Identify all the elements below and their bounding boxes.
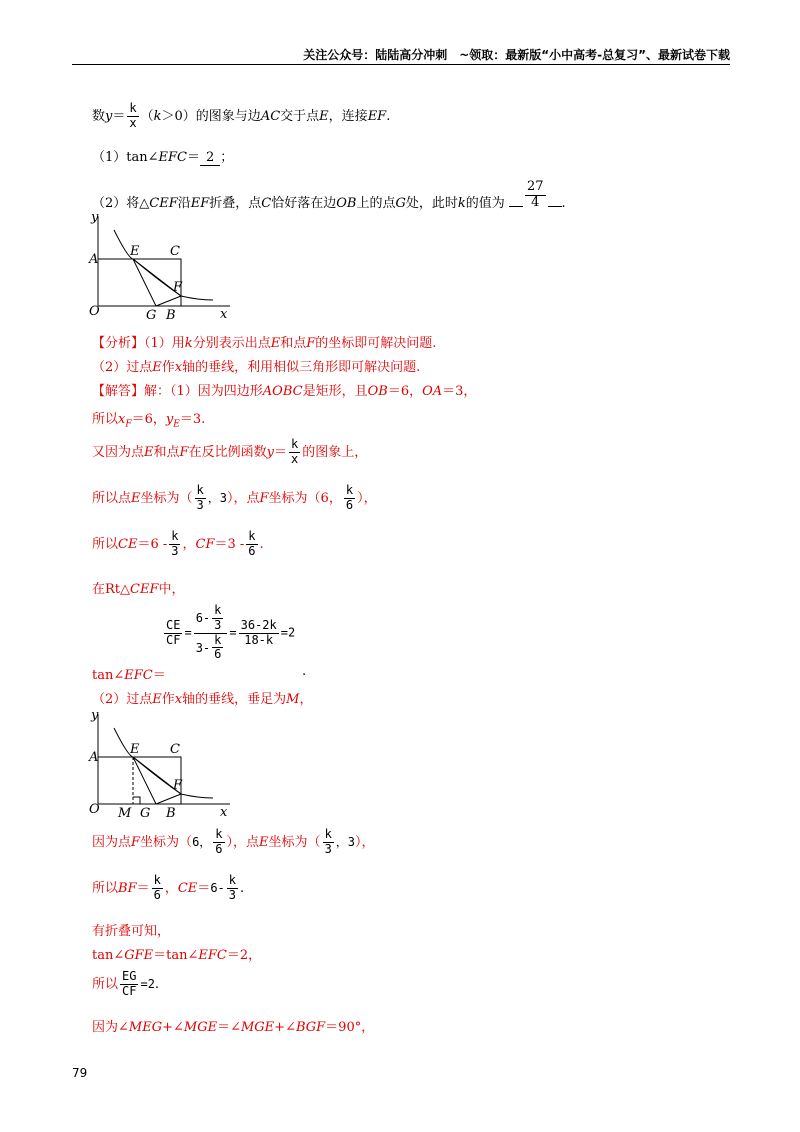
solution-line-7: （2）过点E作x轴的垂线，垂足为M， bbox=[92, 692, 313, 707]
svg-text:y: y bbox=[91, 708, 99, 723]
solution-line-8: 因为点F坐标为（6， $\frac{k}{6}$ ），点E坐标为（ $\frac{k}{3}$ ，3）， bbox=[92, 827, 375, 856]
answer-2: $\frac{27}{4}$ bbox=[526, 179, 544, 211]
svg-text:E: E bbox=[130, 244, 140, 259]
svg-text:O: O bbox=[89, 802, 100, 817]
svg-text:C: C bbox=[170, 244, 180, 259]
svg-text:E: E bbox=[130, 742, 140, 757]
svg-text:B: B bbox=[166, 308, 176, 323]
header-rule bbox=[72, 64, 730, 65]
solution-line-3: 所以点E坐标为（ $\frac{k}{3}$ ，3），点F坐标为（6， $\frac{k}{6}$ ）， bbox=[92, 483, 377, 512]
svg-text:O: O bbox=[89, 304, 100, 319]
page-number: 79 bbox=[72, 1066, 88, 1080]
svg-text:x: x bbox=[220, 307, 228, 322]
line-function-intro: 数y＝ $\frac{k}{x}$ （k＞0）的图象与边AC交于点E，连接EF. bbox=[92, 101, 391, 130]
svg-text:F: F bbox=[173, 778, 183, 793]
right-angle-mark bbox=[133, 797, 140, 804]
question-2: （2）将△CEF沿EF折叠，点C恰好落在边OB上的点G处，此时k的值为 $\frac{27}{4}$ . bbox=[92, 179, 566, 211]
solution-start: 【解答】解：（1）因为四边形AOBC是矩形，且OB＝6，OA＝3， bbox=[92, 384, 477, 399]
hyperbola bbox=[114, 230, 213, 300]
analysis-2: （2）过点E作x轴的垂线，利用相似三角形即可解决问题. bbox=[92, 360, 421, 375]
analysis-1: 【分析】（1）用k分别表示出点E和点F的坐标即可解决问题. bbox=[92, 336, 437, 351]
solution-line-2: 又因为点E和点F在反比例函数y＝ $\frac{k}{x}$ 的图象上， bbox=[92, 437, 368, 466]
solution-line-12: 所以 $\frac{EG}{CF}$ =2. bbox=[92, 969, 160, 998]
solution-line-1: 所以$x_F=6$，$y_E=3$. bbox=[92, 412, 206, 430]
question-1: （1）tan∠EFC＝ 2 ； bbox=[92, 150, 234, 165]
svg-text:A: A bbox=[89, 252, 99, 267]
formula-period: . bbox=[302, 664, 307, 679]
solution-line-9: 所以BF＝ $\frac{k}{6}$ ，CE＝6- $\frac{k}{3}$ . bbox=[92, 873, 245, 902]
figure-1-graph bbox=[88, 210, 238, 326]
svg-text:F: F bbox=[173, 280, 183, 295]
tan-formula: $\frac{CE}{CF}$ = 6- $\frac{k}{3}$ 3- $\frac{k}{6}$ = $\frac{36-2k}{18-k}$ =2 bbox=[166, 603, 296, 662]
svg-text:G: G bbox=[140, 806, 151, 821]
svg-text:A: A bbox=[89, 750, 99, 765]
svg-text:y: y bbox=[91, 210, 99, 225]
page-header: 关注公众号：陆陆高分冲刺 ~领取：最新版“小中高考-总复习”、最新试卷下载 bbox=[303, 48, 730, 62]
rectangle bbox=[98, 259, 181, 306]
svg-text:G: G bbox=[146, 308, 157, 323]
svg-text:C: C bbox=[170, 742, 180, 757]
answer-1: 2 bbox=[200, 150, 220, 166]
svg-text:M: M bbox=[118, 806, 132, 821]
solution-line-4: 所以CE＝6 - $\frac{k}{3}$ ，CF＝3 - $\frac{k}{6}$ . bbox=[92, 529, 264, 558]
solution-line-13: 因为∠MEG+∠MGE＝∠MGE+∠BGF＝90°， bbox=[92, 1020, 375, 1035]
figure-2-graph bbox=[88, 708, 238, 826]
svg-text:x: x bbox=[220, 805, 228, 820]
solution-line-6: tan∠EFC＝ bbox=[92, 668, 166, 683]
solution-line-5: 在Rt△CEF中， bbox=[92, 582, 185, 597]
solution-line-10: 有折叠可知， bbox=[92, 924, 171, 939]
solution-line-11: tan∠GFE＝tan∠EFC＝2， bbox=[92, 948, 262, 963]
svg-text:B: B bbox=[166, 806, 176, 821]
hyperbola bbox=[114, 728, 213, 798]
